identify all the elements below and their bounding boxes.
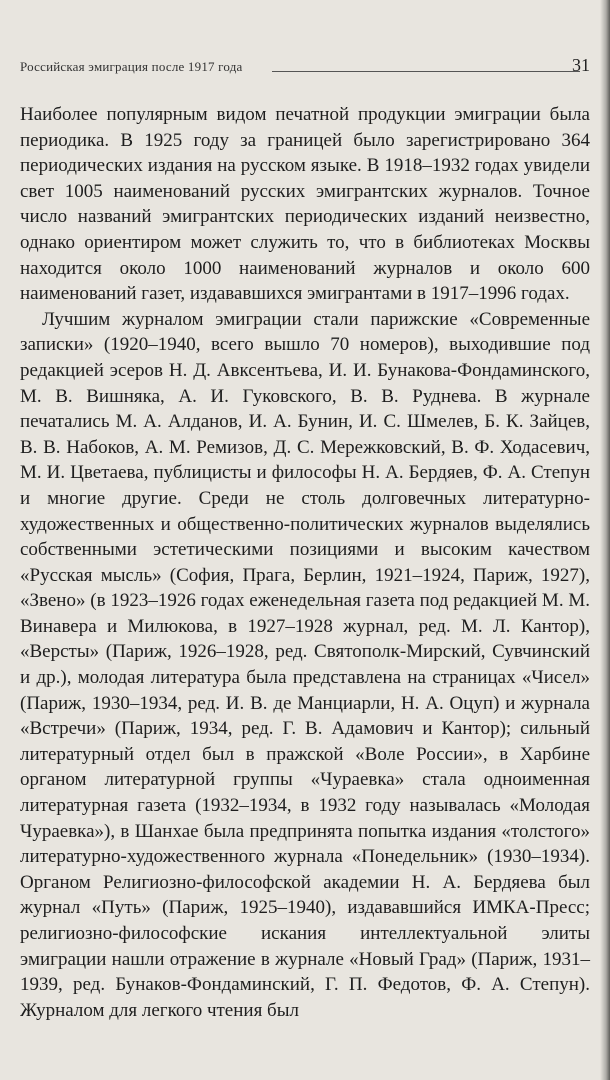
paragraph-2: Лучшим журналом эмиграции стали парижские «Современные записки» (1920–1940, всего вышло 70 номеров), выходившие под редакцией эсеров Н. Д. Авксентьева, И. И. Бунакова-Фондаминского, М. В. Вишняка, А. И. Гуковского, В. В. Руднева. В журнале печатались М. А. Алданов, И. А. Бунин, И. С. Шмелев, Б. К. Зайцев, В. В. Набоков, А. М. Ремизов, Д. С. Мережковский, В. Ф. Ходасевич, М. И. Цветаева, публицисты и философы Н. А. Бердяев, Ф. А. Степун и многие другие. Среди не столь долговечных литературно-художественных и общественно-политических журналов выделялись собственными эстетическими позициями и высоким качеством «Русская мысль» (София, Прага, Берлин, 1921–1924, Париж, 1927), «Звено» (в 1923–1926 годах еженедельная газета под редакцией М. М. Винавера и Милюкова, в 1927–1928 журнал, ред. М. Л. Кантор), «Версты» (Париж, 1926–1928, ред. Святополк-Мирский, Сувчинский и др.), молодая литература была представлена на страницах «Чисел» (Париж, 1930–1934, ред. И. В. де Манциарли, Н. А. Оцуп) и журнала «Встречи» (Париж, 1934, ред. Г. В. Адамович и Кантор); сильный литературный отдел был в пражской «Воле России», в Харбине органом литературной группы «Чураевка» стала одноименная литературная газета (1932–1934, в 1932 году называлась «Молодая Чураевка»), в Шанхае была предпринята попытка издания «толстого» литературно-художественного журнала «Понедельник» (1930–1934). Органом Религиозно-философской академии Н. А. Бердяева был журнал «Путь» (Париж, 1925–1940), издававшийся ИМКА-Пресс; религиозно-философские искания интеллектуальной элиты эмиграции нашли отражение в журнале «Новый Град» (Париж, 1931–1939, ред. Бунаков-Фондаминский, Г. П. Федотов, Ф. А. Степун). Журналом для легкого чтения был xyxy=(20,308,590,1021)
text-body xyxy=(20,102,590,1023)
paragraph-1: Наиболее популярным видом печатной продукции эмиграции была периодика. В 1925 году за границей было зарегистрировано 364 периодических издания на русском языке. В 1918–1932 годах увидели свет 1005 наименований русских эмигрантских журналов. Точное число названий эмигрантских периодических изданий неизвестно, однако ориентиром может служить то, что в библиотеках Москвы находится около 1000 наименований журналов и около 600 наименований газет, издававшихся эмигрантами в 1917–1996 годах. xyxy=(20,104,590,305)
page-number: 31 xyxy=(572,55,590,75)
running-header xyxy=(20,55,590,80)
header-rule xyxy=(272,71,580,72)
running-header-title: Российская эмиграция после 1917 года xyxy=(20,59,243,74)
